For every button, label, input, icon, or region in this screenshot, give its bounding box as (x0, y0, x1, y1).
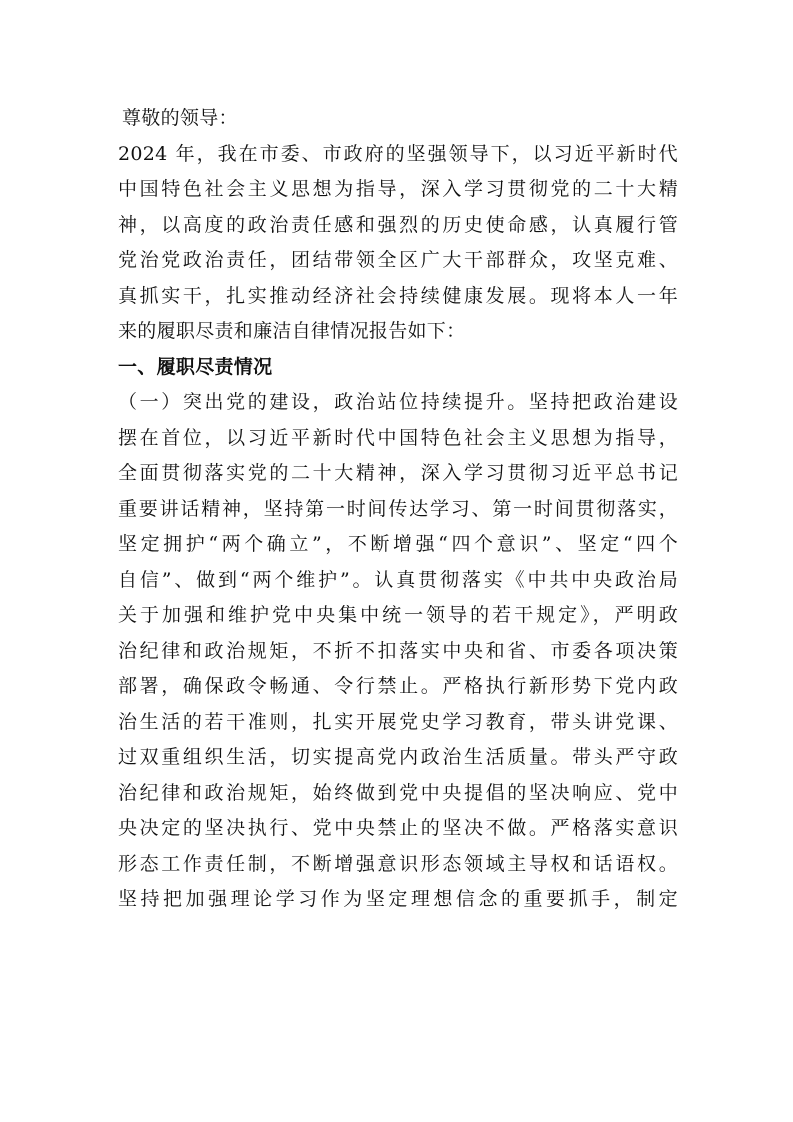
intro-line: 党治党政治责任，团结带领全区广大干部群众，攻坚克难、 (118, 249, 678, 271)
section-line: 坚定拥护“两个确立”，不断增强“四个意识”、坚定“四个 (118, 533, 678, 555)
intro-line: 神，以高度的政治责任感和强烈的历史使命感，认真履行管 (118, 213, 678, 236)
section-line: 重要讲话精神，坚持第一时间传达学习、第一时间贯彻落实， (118, 497, 678, 520)
section-line: 部署，确保政令畅通、令行禁止。严格执行新形势下党内政 (118, 675, 678, 697)
section-line: 自信”、做到“两个维护”。认真贯彻落实《中共中央政治局 (118, 568, 678, 591)
section-line: 央决定的坚决执行、党中央禁止的坚决不做。严格落实意识 (118, 817, 678, 839)
intro-line: 2024 年，我在市委、市政府的坚强领导下，以习近平新时代 (118, 142, 678, 165)
section-line: 关于加强和维护党中央集中统一领导的若干规定》，严明政 (118, 604, 678, 626)
intro-line: 来的履职尽责和廉洁自律情况报告如下： (118, 320, 466, 342)
greeting-line: 尊敬的领导： (122, 107, 238, 129)
section-line: （一）突出党的建设，政治站位持续提升。坚持把政治建设 (118, 391, 678, 413)
section-heading: 一、履职尽责情况 (118, 355, 273, 378)
section-line: 治生活的若干准则，扎实开展党史学习教育，带头讲党课、 (118, 710, 678, 733)
section-line: 过双重组织生活，切实提高党内政治生活质量。带头严守政 (118, 746, 678, 768)
section-line: 摆在首位，以习近平新时代中国特色社会主义思想为指导， (118, 426, 678, 449)
intro-line: 真抓实干，扎实推动经济社会持续健康发展。现将本人一年 (118, 284, 678, 307)
document-body (118, 101, 678, 918)
section-line: 形态工作责任制，不断增强意识形态领域主导权和话语权。 (118, 852, 678, 875)
section-line: 全面贯彻落实党的二十大精神，深入学习贯彻习近平总书记 (118, 462, 678, 484)
section-line: 坚持把加强理论学习作为坚定理想信念的重要抓手，制定 (118, 888, 678, 910)
intro-line: 中国特色社会主义思想为指导，深入学习贯彻党的二十大精 (118, 178, 678, 200)
section-line: 治纪律和政治规矩，始终做到党中央提倡的坚决响应、党中 (118, 781, 678, 804)
section-line: 治纪律和政治规矩，不折不扣落实中央和省、市委各项决策 (118, 639, 678, 662)
